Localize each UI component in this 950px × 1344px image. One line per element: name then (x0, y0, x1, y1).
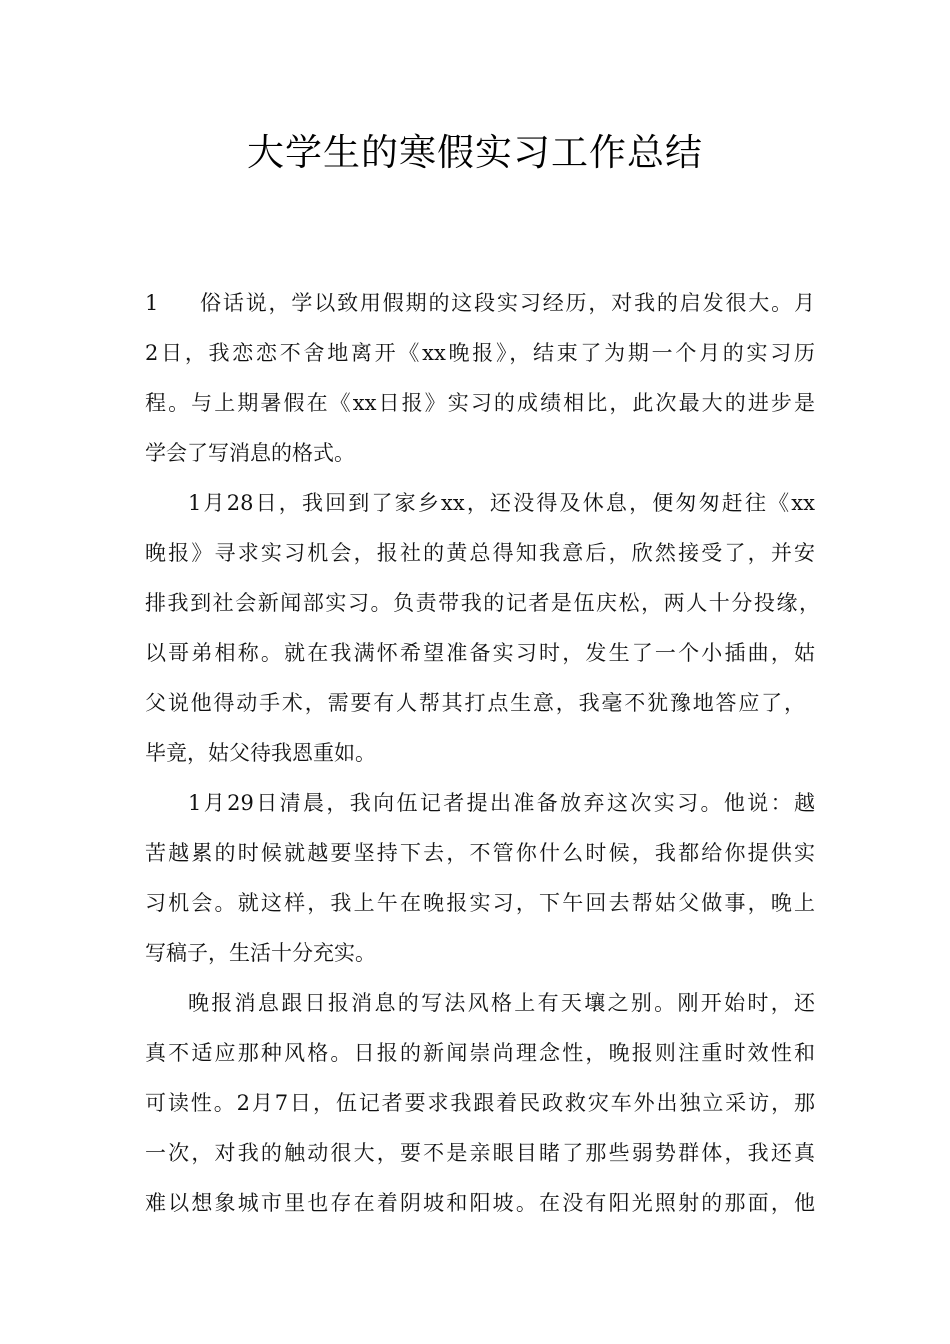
paragraph-line: 2日，我恋恋不舍地离开《xx晚报》，结束了为期一个月的实习历 (145, 341, 815, 365)
paragraph-line: 苦越累的时候就越要坚持下去，不管你什么时候，我都给你提供实 (145, 841, 815, 865)
paragraph-line: 晚报》寻求实习机会，报社的黄总得知我意后，欣然接受了，并安 (145, 541, 815, 565)
section-number: 1 (145, 291, 159, 315)
paragraph-line: 晚报消息跟日报消息的写法风格上有天壤之别。刚开始时，还 (188, 991, 815, 1015)
paragraph-line: 学会了写消息的格式。 (145, 441, 355, 465)
paragraph-line: 毕竟，姑父待我恩重如。 (145, 741, 376, 765)
paragraph-line: 难以想象城市里也存在着阴坡和阳坡。在没有阳光照射的那面，他 (145, 1191, 815, 1215)
paragraph-line: 习机会。就这样，我上午在晚报实习，下午回去帮姑父做事，晚上 (145, 891, 815, 915)
paragraph-line: 父说他得动手术，需要有人帮其打点生意，我毫不犹豫地答应了， (145, 691, 805, 715)
paragraph-line: 可读性。2月7日，伍记者要求我跟着民政救灾车外出独立采访，那 (145, 1091, 815, 1115)
paragraph-line: 真不适应那种风格。日报的新闻崇尚理念性，晚报则注重时效性和 (145, 1041, 815, 1065)
paragraph-line: 俗话说，学以致用假期的这段实习经历，对我的启发很大。月 (200, 291, 815, 315)
paragraph-line: 排我到社会新闻部实习。负责带我的记者是伍庆松，两人十分投缘， (145, 591, 820, 615)
paragraph-line: 写稿子，生活十分充实。 (145, 941, 376, 965)
document-title: 大学生的寒假实习工作总结 (247, 131, 703, 174)
paragraph-line: 以哥弟相称。就在我满怀希望准备实习时，发生了一个小插曲，姑 (145, 641, 815, 665)
paragraph-line: 1月28日，我回到了家乡xx，还没得及休息，便匆匆赶往《xx (188, 491, 815, 515)
paragraph-line: 1月29日清晨，我向伍记者提出准备放弃这次实习。他说：越 (188, 791, 815, 815)
paragraph-line: 程。与上期暑假在《xx日报》实习的成绩相比，此次最大的进步是 (145, 391, 815, 415)
paragraph-line: 一次，对我的触动很大，要不是亲眼目睹了那些弱势群体，我还真 (145, 1141, 815, 1165)
